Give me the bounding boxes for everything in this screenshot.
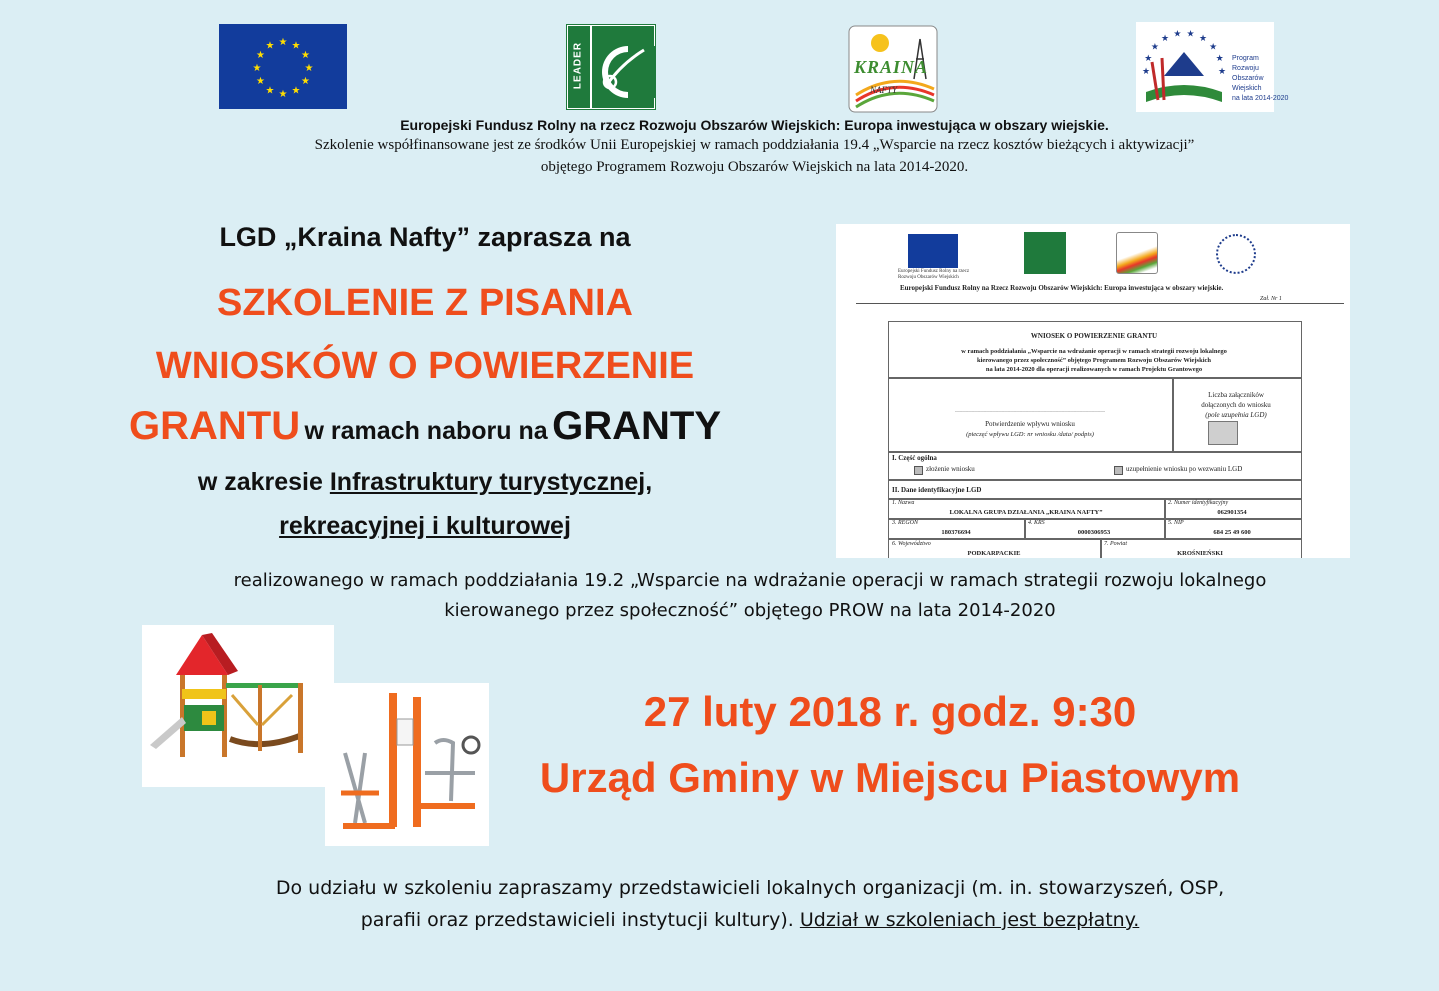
footer-line-1: Do udziału w szkoleniu zapraszamy przedstawicieli lokalnych organizacji (m. in. stowarzyszeń, OSP, (275, 877, 1225, 899)
form-regon-value: 180376694 (941, 529, 971, 536)
footer-free-note: Udział w szkoleniach jest bezpłatny. (799, 909, 1140, 931)
form-subtitle-3: na lata 2014-2020 dla operacji realizowanych w ramach Projektu Grantowego (985, 366, 1203, 373)
form-subtitle-2: kierowanego przez społeczność” objętego Programem Rozwoju Obszarów Wiejskich (976, 357, 1212, 364)
event-place: Urząd Gminy w Miejscu Piastowym (539, 754, 1241, 801)
form-confirm-label: Potwierdzenie wpływu wniosku (985, 420, 1075, 428)
form-header-rule (856, 303, 1344, 304)
form-name-value: LOKALNA GRUPA DZIAŁANIA „KRAINA NAFTY” (949, 509, 1103, 516)
form-header: Europejski Fundusz Rolny na Rzecz Rozwoju Obszarów Wiejskich: Europa inwestująca w obszary wiejskie. (900, 284, 1224, 292)
eu-star-icon: ★ (291, 85, 301, 97)
prow-line: Obszarów (1232, 75, 1264, 82)
headline-grantu: GRANTU (128, 404, 301, 448)
realization-line-1: realizowanego w ramach poddziałania 19.2 „Wsparcie na wdrażanie operacji w ramach strategii rozwoju lokalnego (233, 570, 1267, 591)
headline-line-1: SZKOLENIE Z PISANIA (217, 282, 633, 324)
eu-star-icon: ★ (291, 40, 301, 52)
form-eu-caption: Europejski Fundusz Rolny na rzecz Rozwoju Obszarów Wiejskich (898, 269, 970, 280)
form-section-2-title: II. Dane identyfikacyjne LGD (892, 486, 982, 494)
kraina-logo-text: KRAINA (854, 57, 929, 77)
form-kraina-logo (1116, 232, 1158, 274)
playground-image (142, 625, 334, 787)
form-name-label: 1. Nazwa (892, 500, 915, 506)
prow-line: Wiejskich (1232, 85, 1262, 92)
form-checkbox-2 (1114, 466, 1123, 475)
form-attach-field (1208, 421, 1238, 445)
eu-star-icon: ★ (252, 63, 262, 74)
realization-text (180, 566, 1320, 626)
form-regon-label: 3. REGON (892, 520, 918, 526)
application-form-preview (836, 224, 1350, 558)
scope-underline-1: Infrastruktury turystycznej, (329, 468, 653, 496)
eu-star-icon: ★ (278, 89, 288, 100)
prow-star-icon: ★ (1217, 67, 1227, 77)
form-id-value: 062901354 (1217, 509, 1247, 516)
form-confirm-hint: (pieczęć wpływu LGD: nr wniosku /data/ podpis) (966, 431, 1094, 438)
form-option-1: złożenie wniosku (926, 465, 975, 473)
form-powiat-label: 7. Powiat (1104, 541, 1128, 547)
prow-logo-text (1232, 54, 1288, 104)
form-option-2: uzupełnienie wniosku po wezwaniu LGD (1126, 465, 1243, 473)
form-nip-value: 684 25 49 600 (1213, 529, 1251, 536)
event-date: 27 luty 2018 r. godz. 9:30 (643, 688, 1137, 735)
prow-star-icon: ★ (1186, 29, 1195, 40)
scope-line-1 (80, 468, 770, 497)
footer-line-2 (120, 904, 1380, 936)
leader-logo (566, 24, 656, 110)
headline-mid: w ramach naboru na (304, 417, 548, 445)
kraina-logo-subtext: NAFTY (870, 85, 898, 95)
realization-line-2: kierowanego przez społeczność” objętego PROW na lata 2014-2020 (444, 600, 1056, 621)
form-attach-hint: (pole uzupełnia LGD) (1205, 411, 1267, 419)
form-attach-count-2: dołączonych do wniosku (1201, 401, 1271, 409)
form-checkbox-1 (914, 466, 923, 475)
prow-logo (1136, 22, 1289, 112)
form-id-label: 2. Numer identyfikacyjny (1168, 500, 1229, 506)
eu-star-icon: ★ (265, 40, 275, 52)
eu-star-icon: ★ (255, 76, 265, 87)
scope-underline-2: rekreacyjnej i kulturowej (279, 512, 571, 540)
intro-line: LGD „Kraina Nafty” zaprasza na (219, 222, 631, 252)
eu-star-icon: ★ (304, 63, 314, 74)
form-section-1-title: I. Część ogólna (892, 454, 937, 462)
scope-prefix: w zakresie (197, 468, 323, 496)
leader-logo-text: LEADER (572, 41, 584, 90)
eu-star-icon: ★ (301, 50, 311, 61)
form-krs-value: 0000306953 (1077, 529, 1111, 536)
prow-star-icon: ★ (1215, 54, 1224, 65)
form-nip-label: 5. NIP (1168, 520, 1184, 526)
footer-text (120, 872, 1380, 936)
funding-bold-line: Europejski Fundusz Rolny na rzecz Rozwoju Obszarów Wiejskich: Europa inwestująca w obszary wiejskie. (400, 117, 1109, 133)
form-confirm-box (888, 377, 1174, 453)
form-title: WNIOSEK O POWIERZENIE GRANTU (1030, 332, 1158, 340)
funding-line-1: Szkolenie współfinansowane jest ze środków Unii Europejskiej w ramach poddziałania 19.4 „Wsparcie na rzecz kosztów bieżących i aktywizacji” (314, 137, 1195, 153)
footer-line-2-text: parafii oraz przedstawicieli instytucji kultury). (360, 909, 794, 931)
form-leader-logo (1024, 232, 1066, 274)
prow-star-icon: ★ (1173, 29, 1182, 40)
prow-star-icon: ★ (1209, 42, 1218, 53)
prow-star-icon: ★ (1144, 54, 1153, 65)
prow-line: na lata 2014-2020 (1232, 95, 1289, 102)
headline-line-2: WNIOSKÓW O POWIERZENIE (155, 345, 695, 387)
prow-star-icon: ★ (1160, 34, 1170, 45)
prow-star-icon: ★ (1141, 67, 1151, 77)
form-eu-flag (908, 234, 958, 268)
kraina-nafty-logo (848, 25, 938, 113)
form-powiat-value: KROŚNIEŃSKI (1177, 550, 1223, 557)
form-dots: ………………………………………………………………… (955, 408, 1105, 414)
eu-star-icon: ★ (278, 37, 288, 48)
headline-line-3 (80, 404, 770, 449)
form-subtitle-1: w ramach poddziałania „Wsparcie na wdrażanie operacji w ramach strategii rozwoju lokalnego (961, 348, 1227, 355)
prow-star-icon: ★ (1198, 34, 1208, 45)
prow-line: Rozwoju (1232, 65, 1259, 72)
scope-line-2 (80, 512, 770, 541)
form-krs-label: 4. KRS (1028, 520, 1045, 526)
form-prow-logo (1216, 234, 1256, 274)
eu-star-icon: ★ (255, 50, 265, 61)
form-woj-value: PODKARPACKIE (967, 550, 1021, 557)
funding-line-2: objętego Programem Rozwoju Obszarów Wiejskich na lata 2014-2020. (540, 159, 969, 175)
form-woj-label: 6. Województwo (892, 541, 931, 547)
eu-star-icon: ★ (301, 76, 311, 87)
headline-granty: GRANTY (552, 404, 721, 448)
prow-star-icon: ★ (1150, 42, 1159, 53)
form-attachment-no: Zał. Nr 1 (1260, 296, 1282, 302)
prow-line: Program (1232, 55, 1259, 62)
form-attach-count-1: Liczba załączników (1208, 391, 1264, 399)
eu-star-icon: ★ (265, 85, 275, 97)
eu-flag-logo (219, 24, 347, 109)
